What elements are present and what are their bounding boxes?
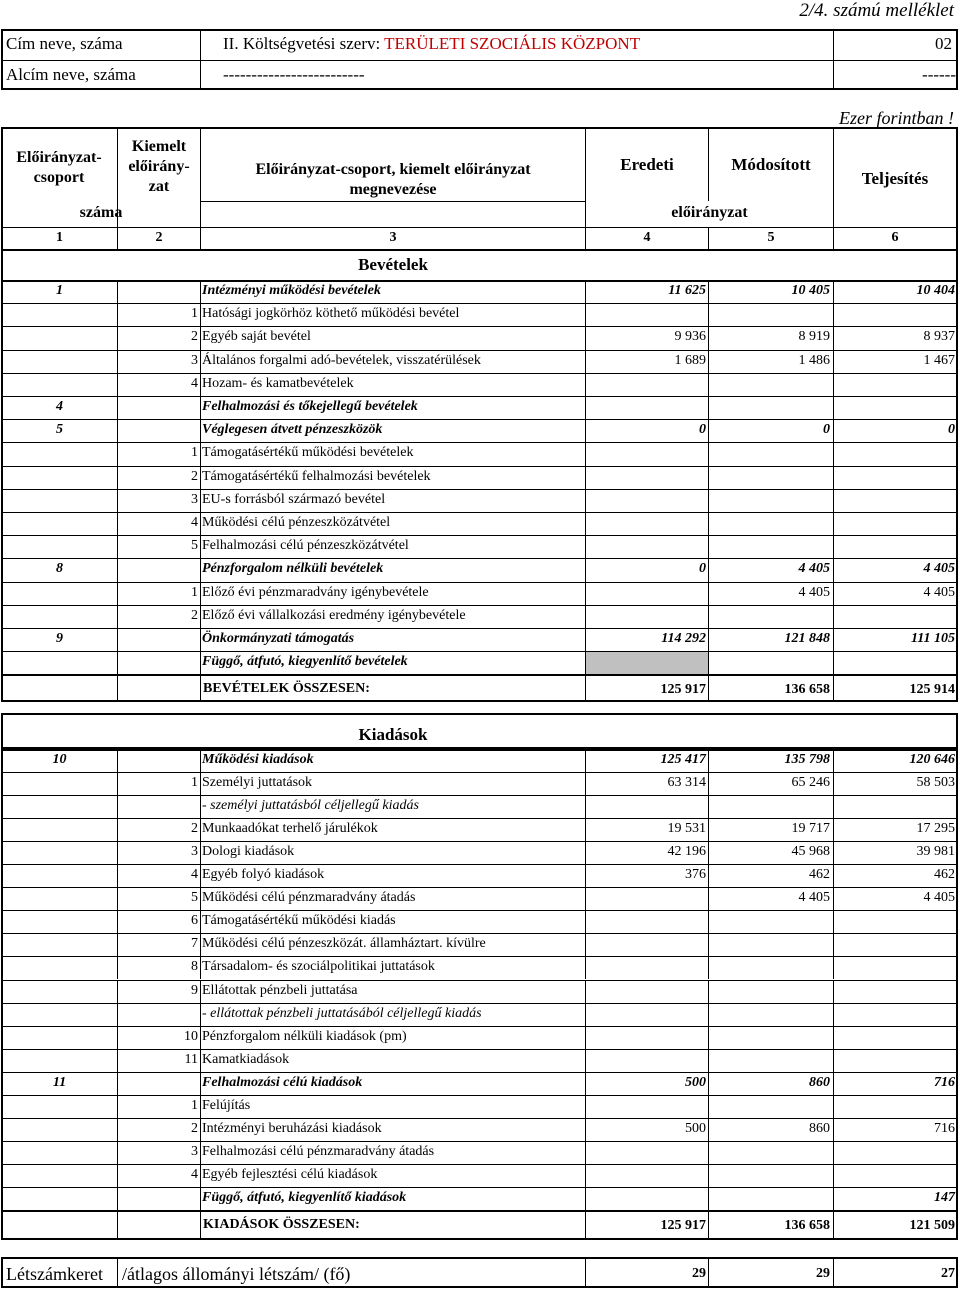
column-divider (708, 1095, 709, 1118)
row-name: Dologi kiadások (202, 844, 295, 860)
col-performance-header: Teljesítés (861, 169, 929, 188)
column-divider (708, 795, 709, 818)
column-divider (708, 466, 709, 489)
row-name: Kamatkiadások (202, 1051, 290, 1067)
row-name: Támogatásértékű felhalmozási bevételek (202, 468, 431, 484)
staff-modified: 29 (816, 1266, 830, 1281)
column-divider (833, 910, 834, 933)
column-divider (200, 772, 201, 795)
column-divider (585, 512, 586, 535)
column-divider (585, 605, 586, 628)
performance-value: 111 105 (911, 631, 955, 646)
row-name: Egyéb folyó kiadások (202, 867, 325, 883)
highlighted-number: 5 (191, 890, 198, 906)
column-divider (708, 1049, 709, 1072)
column-divider (200, 1003, 201, 1026)
column-divider (117, 795, 118, 818)
column-divider (200, 442, 201, 465)
group-number: 9 (56, 631, 63, 646)
row-name: Függő, átfutó, kiegyenlítő bevételek (202, 654, 408, 670)
column-divider (708, 396, 709, 419)
original-value: 0 (699, 422, 706, 438)
performance-value: 716 (934, 1120, 955, 1136)
unit-note: Ezer forintban ! (839, 108, 954, 128)
column-divider (833, 956, 834, 979)
original-value: 63 314 (667, 775, 706, 791)
column-divider (117, 628, 118, 651)
column-divider (117, 1187, 118, 1210)
title-prefix: II. Költségvetési szerv: (223, 34, 385, 53)
original-value: 500 (685, 1074, 706, 1090)
column-divider (200, 980, 201, 1003)
row-name: Felújítás (202, 1097, 251, 1113)
highlighted-number: 1 (191, 1097, 198, 1113)
modified-value: 135 798 (784, 752, 830, 767)
total-divider (1, 674, 958, 676)
column-divider (585, 442, 586, 465)
col-group-header: Előirányzat- csoport (16, 149, 102, 186)
column-divider (200, 674, 201, 702)
column-divider (200, 326, 201, 349)
column-divider (200, 489, 201, 512)
performance-value: 1 467 (923, 352, 955, 368)
performance-value: 39 981 (916, 844, 955, 860)
performance-value: 4 405 (923, 561, 955, 577)
column-divider (117, 1072, 118, 1095)
performance-value: 716 (934, 1074, 955, 1090)
staff-label-2: /átlagos állományi létszám/ (fő) (122, 1264, 351, 1284)
row-name: Általános forgalmi adó-bevételek, visszatérülések (202, 352, 481, 368)
column-divider (200, 1141, 201, 1164)
title-label: Cím neve, száma (6, 34, 123, 53)
column-divider (585, 887, 586, 910)
row-name: Előző évi vállalkozási eredmény igénybevétele (202, 607, 466, 623)
subtitle-label: Alcím neve, száma (6, 65, 136, 84)
column-divider (708, 1187, 709, 1210)
column-divider (585, 1026, 586, 1049)
expense-row (1, 1187, 958, 1210)
modified-value: 860 (809, 1120, 830, 1136)
performance-value: 120 646 (909, 752, 955, 767)
title-text (223, 35, 640, 53)
title-name: TERÜLETI SZOCIÁLIS KÖZPONT (384, 34, 641, 53)
original-value: 114 292 (661, 631, 706, 646)
income-row (1, 396, 958, 419)
staff-performance: 27 (941, 1266, 955, 1281)
highlighted-number: 4 (191, 375, 198, 391)
col-name-header: Előirányzat-csoport, kiemelt előirányzat megnevezése (255, 161, 531, 198)
column-divider (708, 651, 709, 674)
performance-value: 4 405 (923, 890, 955, 906)
row-name: Pénzforgalom nélküli kiadások (pm) (202, 1028, 407, 1044)
column-divider (200, 1026, 201, 1049)
performance-value: 10 404 (916, 283, 955, 298)
original-value: 125 417 (660, 752, 706, 767)
row-name: Függő, átfutó, kiegyenlítő kiadások (202, 1189, 407, 1205)
row-name: - ellátottak pénzbeli juttatásából céljellegű kiadás (202, 1005, 482, 1021)
modified-value: 65 246 (791, 775, 830, 791)
highlighted-number: 5 (191, 538, 198, 554)
modified-value: 860 (809, 1074, 830, 1090)
highlighted-number: 10 (184, 1028, 198, 1044)
column-divider (833, 1026, 834, 1049)
total-modified: 136 658 (784, 1218, 830, 1233)
row-name: Intézményi beruházási kiadások (202, 1120, 382, 1136)
column-divider (200, 1072, 201, 1095)
column-divider (200, 535, 201, 558)
original-value: 500 (685, 1120, 706, 1136)
column-divider (708, 1026, 709, 1049)
column-divider (708, 512, 709, 535)
col-appropriation-label: előirányzat (671, 204, 748, 221)
column-divider (117, 558, 118, 581)
total-divider (1, 1210, 958, 1212)
original-value: 1 689 (674, 352, 706, 368)
column-divider (585, 933, 586, 956)
column-divider (833, 512, 834, 535)
column-divider (833, 795, 834, 818)
col-number-label: száma (79, 204, 123, 221)
column-divider (833, 980, 834, 1003)
group-number: 11 (52, 1074, 67, 1090)
performance-value: 8 937 (923, 329, 955, 345)
highlighted-number: 1 (191, 306, 198, 322)
column-divider (833, 535, 834, 558)
row-name: Pénzforgalom nélküli bevételek (202, 561, 384, 577)
performance-value: 17 295 (916, 821, 955, 837)
row-name: Felhalmozási célú pénzeszközátvétel (202, 538, 409, 554)
column-divider (117, 674, 118, 702)
column-divider (585, 1164, 586, 1187)
highlighted-number: 6 (191, 913, 198, 929)
column-divider (200, 396, 201, 419)
row-name: Véglegesen átvett pénzeszközök (202, 422, 383, 438)
column-divider (200, 512, 201, 535)
original-value: 9 936 (674, 329, 706, 345)
column-divider (708, 373, 709, 396)
highlighted-number: 4 (191, 515, 198, 530)
column-divider (200, 1049, 201, 1072)
column-divider (200, 1187, 201, 1210)
column-divider (833, 303, 834, 326)
column-divider (117, 749, 118, 772)
modified-value: 462 (809, 867, 830, 883)
row-name: Hozam- és kamatbevételek (202, 375, 354, 391)
column-divider (200, 1210, 201, 1240)
highlighted-number: 3 (191, 352, 198, 368)
column-divider (833, 1164, 834, 1187)
column-divider (833, 396, 834, 419)
row-name: Működési célú pénzeszközát. államháztart. kívülre (202, 936, 486, 952)
row-name: Működési célú pénzmaradvány átadás (202, 890, 416, 906)
column-divider (585, 956, 586, 979)
column-divider (200, 864, 201, 887)
column-divider (200, 1164, 201, 1187)
row-name: Támogatásértékű működési kiadás (202, 913, 396, 929)
total-label: KIADÁSOK ÖSSZESEN: (203, 1217, 360, 1232)
column-divider (708, 1164, 709, 1187)
column-divider (200, 651, 201, 674)
total-modified: 136 658 (784, 682, 830, 697)
column-divider (200, 795, 201, 818)
row-name: Ellátottak pénzbeli juttatása (202, 982, 358, 998)
column-divider (200, 749, 201, 772)
greyed-cell (586, 652, 708, 674)
row-name: Előző évi pénzmaradvány igénybevétele (202, 584, 429, 600)
row-name: Intézményi működési bevételek (202, 283, 381, 298)
column-divider (585, 795, 586, 818)
row-name: EU-s forrásból származó bevétel (202, 491, 386, 507)
highlighted-number: 4 (191, 1166, 198, 1182)
column-divider (708, 489, 709, 512)
performance-value: 58 503 (916, 775, 955, 791)
highlighted-number: 9 (191, 982, 198, 998)
column-divider (833, 489, 834, 512)
column-divider (585, 303, 586, 326)
column-divider (200, 605, 201, 628)
column-divider (585, 910, 586, 933)
column-divider (833, 1003, 834, 1026)
modified-value: 0 (823, 422, 830, 438)
column-divider (708, 933, 709, 956)
modified-value: 10 405 (791, 283, 830, 298)
row-name: Működési célú pénzeszközátvétel (202, 515, 391, 530)
column-divider (708, 605, 709, 628)
column-divider (200, 933, 201, 956)
column-divider (833, 1141, 834, 1164)
column-divider (585, 466, 586, 489)
column-divider (833, 651, 834, 674)
highlighted-number: 11 (184, 1051, 198, 1067)
modified-value: 1 486 (798, 352, 830, 368)
subtitle-dashes: ------------------------- (223, 65, 365, 84)
modified-value: 19 717 (791, 821, 830, 837)
staff-label-1: Létszámkeret (6, 1264, 103, 1284)
column-divider (708, 956, 709, 979)
column-divider (200, 1118, 201, 1141)
highlighted-number: 1 (191, 445, 198, 461)
title-number: 02 (935, 34, 952, 53)
row-name: Egyéb fejlesztési célú kiadások (202, 1166, 378, 1182)
col-original-header: Eredeti (620, 155, 674, 174)
total-performance: 121 509 (909, 1218, 955, 1233)
column-divider (200, 841, 201, 864)
column-divider (200, 1095, 201, 1118)
col-number-1: 1 (56, 230, 63, 245)
column-divider (833, 373, 834, 396)
column-divider (117, 419, 118, 442)
staff-original: 29 (692, 1266, 706, 1281)
original-value: 19 531 (667, 821, 706, 837)
col-highlighted-header: Kiemelt előirány- zat (128, 138, 190, 195)
group-number: 1 (56, 283, 63, 298)
row-name: Önkormányzati támogatás (202, 631, 355, 646)
col-modified-header: Módosított (731, 155, 811, 174)
column-divider (200, 628, 201, 651)
column-divider (708, 1003, 709, 1026)
original-value: 11 625 (668, 283, 706, 298)
col-number-2: 2 (155, 230, 163, 245)
column-divider (708, 980, 709, 1003)
row-name: Felhalmozási és tőkejellegű bevételek (202, 399, 418, 414)
highlighted-number: 2 (191, 607, 198, 623)
group-number: 5 (56, 422, 63, 438)
column-divider (585, 1141, 586, 1164)
annex-label: 2/4. számú melléklet (799, 0, 954, 21)
column-divider (117, 280, 118, 303)
col-number-5: 5 (767, 230, 775, 245)
modified-value: 45 968 (791, 844, 830, 860)
expense-title: Kiadások (358, 725, 428, 744)
column-divider (833, 1049, 834, 1072)
row-name: Felhalmozási célú kiadások (202, 1074, 363, 1090)
total-performance: 125 914 (909, 682, 955, 697)
column-divider (708, 910, 709, 933)
column-divider (585, 980, 586, 1003)
performance-value: 147 (934, 1189, 955, 1205)
modified-value: 121 848 (784, 631, 830, 646)
row-name: Működési kiadások (202, 752, 314, 767)
column-divider (708, 303, 709, 326)
total-original: 125 917 (660, 682, 706, 697)
row-name: Támogatásértékű működési bevételek (202, 445, 414, 461)
column-divider (585, 1095, 586, 1118)
col-number-3: 3 (389, 230, 397, 245)
column-divider (833, 466, 834, 489)
column-divider (585, 396, 586, 419)
highlighted-number: 3 (191, 844, 198, 860)
modified-value: 4 405 (798, 561, 830, 577)
column-divider (585, 489, 586, 512)
performance-value: 462 (934, 867, 955, 883)
original-value: 42 196 (667, 844, 706, 860)
row-name: Személyi juttatások (202, 775, 313, 791)
column-divider (708, 535, 709, 558)
expense-row (1, 795, 958, 818)
column-divider (200, 373, 201, 396)
highlighted-number: 2 (191, 468, 198, 484)
col-number-4: 4 (643, 230, 651, 245)
original-value: 376 (685, 867, 706, 883)
column-divider (833, 1095, 834, 1118)
column-divider (708, 442, 709, 465)
group-number: 8 (56, 561, 63, 577)
column-divider (200, 956, 201, 979)
highlighted-number: 1 (191, 775, 198, 791)
column-divider (585, 1187, 586, 1210)
total-original: 125 917 (660, 1218, 706, 1233)
total-label: BEVÉTELEK ÖSSZESEN: (203, 681, 370, 696)
income-row (1, 651, 958, 674)
modified-value: 4 405 (798, 584, 830, 600)
row-name: Munkaadókat terhelő járulékok (202, 821, 378, 837)
column-divider (585, 373, 586, 396)
column-divider (833, 442, 834, 465)
column-divider (200, 419, 201, 442)
original-value: 0 (699, 561, 706, 577)
column-divider (200, 887, 201, 910)
group-number: 10 (52, 752, 67, 767)
column-divider (708, 1141, 709, 1164)
column-divider (200, 303, 201, 326)
highlighted-number: 7 (191, 936, 198, 952)
column-divider (585, 1049, 586, 1072)
row-name: Hatósági jogkörhöz köthető működési bevétel (202, 306, 460, 322)
highlighted-number: 8 (191, 959, 198, 975)
group-number: 4 (56, 399, 63, 414)
column-divider (833, 605, 834, 628)
col-number-6: 6 (891, 230, 899, 245)
column-divider (585, 582, 586, 605)
column-divider (585, 535, 586, 558)
column-divider (200, 582, 201, 605)
performance-value: 4 405 (923, 584, 955, 600)
column-divider (117, 396, 118, 419)
column-divider (200, 558, 201, 581)
column-divider (200, 818, 201, 841)
highlighted-number: 2 (191, 329, 198, 345)
row-name: Egyéb saját bevétel (202, 329, 311, 345)
performance-value: 0 (948, 422, 955, 438)
column-divider (117, 1003, 118, 1026)
column-divider (200, 910, 201, 933)
column-divider (200, 350, 201, 373)
highlighted-number: 2 (191, 1120, 198, 1136)
subtitle-number: ------ (922, 65, 956, 84)
column-divider (585, 1003, 586, 1026)
modified-value: 8 919 (798, 329, 830, 345)
column-divider (117, 651, 118, 674)
highlighted-number: 4 (191, 867, 198, 883)
income-title: Bevételek (358, 255, 428, 274)
highlighted-number: 1 (191, 584, 198, 600)
highlighted-number: 3 (191, 1143, 198, 1159)
row-name: - személyi juttatásból céljellegű kiadás (202, 798, 419, 814)
column-divider (833, 933, 834, 956)
row-name: Társadalom- és szociálpolitikai juttatások (202, 959, 435, 975)
modified-value: 4 405 (798, 890, 830, 906)
column-divider (117, 1210, 118, 1240)
highlighted-number: 3 (191, 491, 198, 507)
column-divider (200, 280, 201, 303)
row-name: Felhalmozási célú pénzmaradvány átadás (202, 1143, 435, 1159)
column-divider (200, 466, 201, 489)
highlighted-number: 2 (191, 821, 198, 837)
